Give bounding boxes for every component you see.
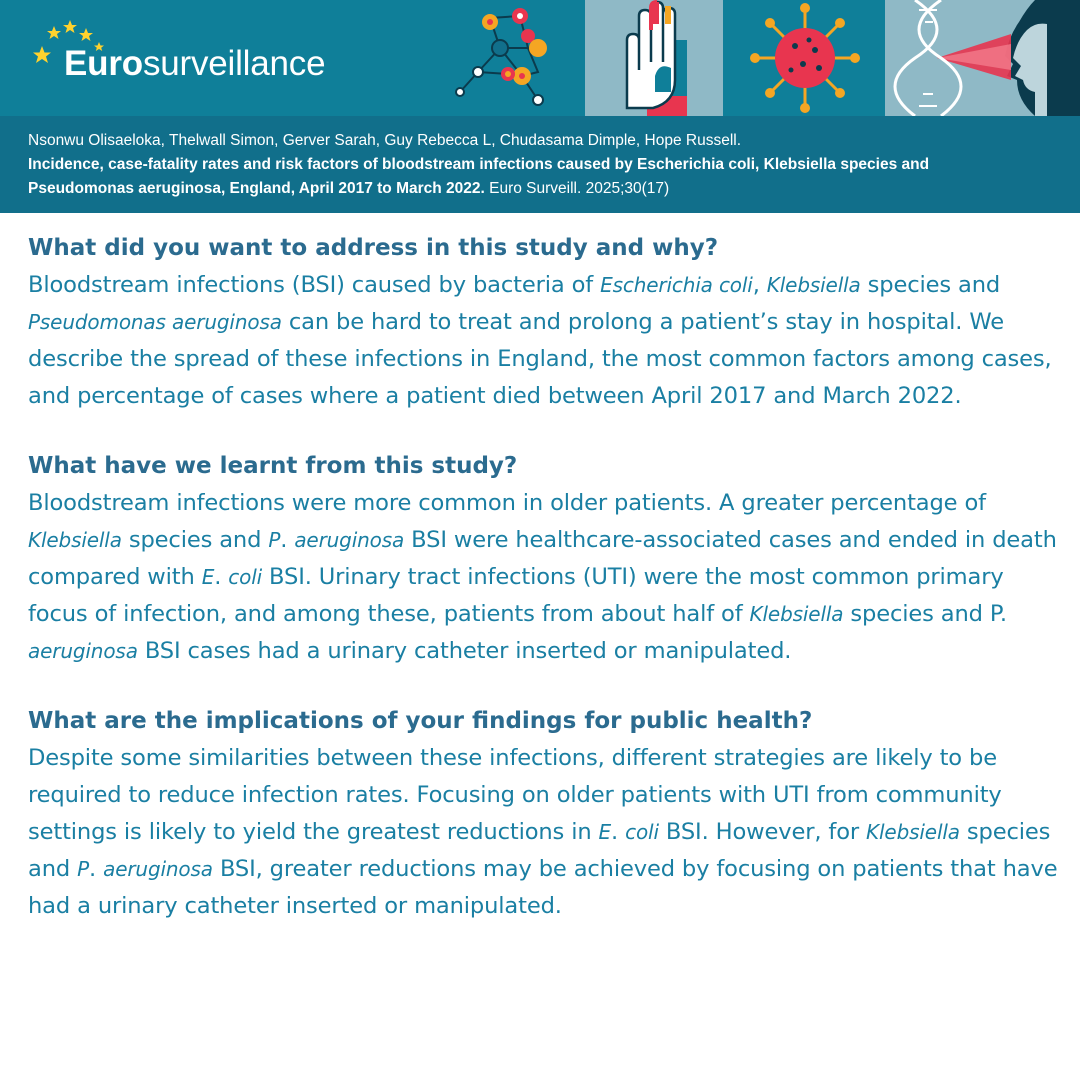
section-body <box>28 740 1068 925</box>
italic-term: P <box>268 528 281 552</box>
italic-term: Klebsiella <box>866 820 960 844</box>
text-run: species and P. <box>843 601 1007 627</box>
citation-authors: Nsonwu Olisaeloka, Thelwall Simon, Gerver Sarah, Guy Rebecca L, Chudasama Dimple, Hope Russell. <box>28 132 742 149</box>
section-body <box>28 485 1068 670</box>
text-run: . <box>89 856 104 882</box>
section-why <box>28 230 1068 415</box>
text-run: BSI cases had a urinary catheter inserted or manipulated. <box>137 638 792 664</box>
hand-icon <box>585 0 723 116</box>
section-heading: What have we learnt from this study? <box>28 453 518 479</box>
italic-term: coli <box>228 565 263 589</box>
text-run: Bloodstream infections (BSI) caused by bacteria of <box>28 272 601 298</box>
italic-term: Escherichia coli <box>600 273 753 297</box>
italic-term: Klebsiella <box>766 273 861 297</box>
text-run: BSI. However, for <box>658 819 867 845</box>
text-run: , <box>752 272 767 298</box>
text-run: . <box>611 819 626 845</box>
italic-term: Pseudomonas aeruginosa <box>28 310 282 334</box>
italic-term: coli <box>625 820 659 844</box>
section-body <box>28 267 1068 415</box>
dna-icon <box>885 0 1080 116</box>
citation-title-line1: Incidence, case-fatality rates and risk factors of bloodstream infections caused by Escherichia coli, Klebsiella species and <box>28 156 930 173</box>
brand-suffix: surveillance <box>142 44 326 83</box>
text-run: species and <box>28 819 1051 882</box>
citation-journal: Euro Surveill. 2025;30(17) <box>484 180 670 197</box>
italic-term: E <box>201 565 215 589</box>
italic-term: aeruginosa <box>28 639 138 663</box>
text-run: species and <box>860 272 1001 298</box>
text-run: Bloodstream infections were more common in older patients. A greater percentage of <box>28 490 986 516</box>
italic-term: aeruginosa <box>294 528 405 552</box>
text-run: BSI. Urinary tract infections (UTI) were the most common primary focus of infection, and among these, patients from about half of <box>28 564 1004 627</box>
virus-icon <box>725 0 885 116</box>
italic-term: Klebsiella <box>28 528 122 552</box>
text-run: Despite some similarities between these infections, different strategies are likely to be required to reduce infection rates. Focusing on older patients with UTI from community settings is likely to yield the greatest reductions in <box>28 745 1002 845</box>
brand-logo[interactable] <box>0 0 440 116</box>
section-heading: What are the implications of your findings for public health? <box>28 708 813 734</box>
brand-prefix: Euro <box>64 44 143 83</box>
text-run: species and <box>121 527 269 553</box>
summary-content <box>28 230 1068 958</box>
section-learnt <box>28 448 1068 670</box>
italic-term: aeruginosa <box>103 857 213 881</box>
section-heading: What did you want to address in this study and why? <box>28 235 719 261</box>
text-run: BSI were healthcare-associated cases and ended in death compared with <box>28 527 1057 590</box>
brand-wordmark <box>64 44 325 84</box>
italic-term: P <box>77 857 90 881</box>
text-run: BSI, greater reductions may be achieved by focusing on patients that have had a urinary catheter inserted or manipulated. <box>28 856 1058 919</box>
citation-block <box>0 116 1080 213</box>
citation-title-line2: Pseudomonas aeruginosa, England, April 2017 to March 2022. <box>28 180 485 197</box>
header-banner <box>0 0 1080 116</box>
text-run: . <box>214 564 229 590</box>
italic-term: Klebsiella <box>749 602 844 626</box>
italic-term: E <box>598 820 612 844</box>
text-run: . <box>280 527 295 553</box>
network-icon <box>440 0 585 116</box>
section-implications <box>28 703 1068 925</box>
text-run: can be hard to treat and prolong a patient’s stay in hospital. We describe the spread of these infections in England, the most common factors among cases, and percentage of cases where a patient died between April 2017 and March 2022. <box>28 309 1052 409</box>
